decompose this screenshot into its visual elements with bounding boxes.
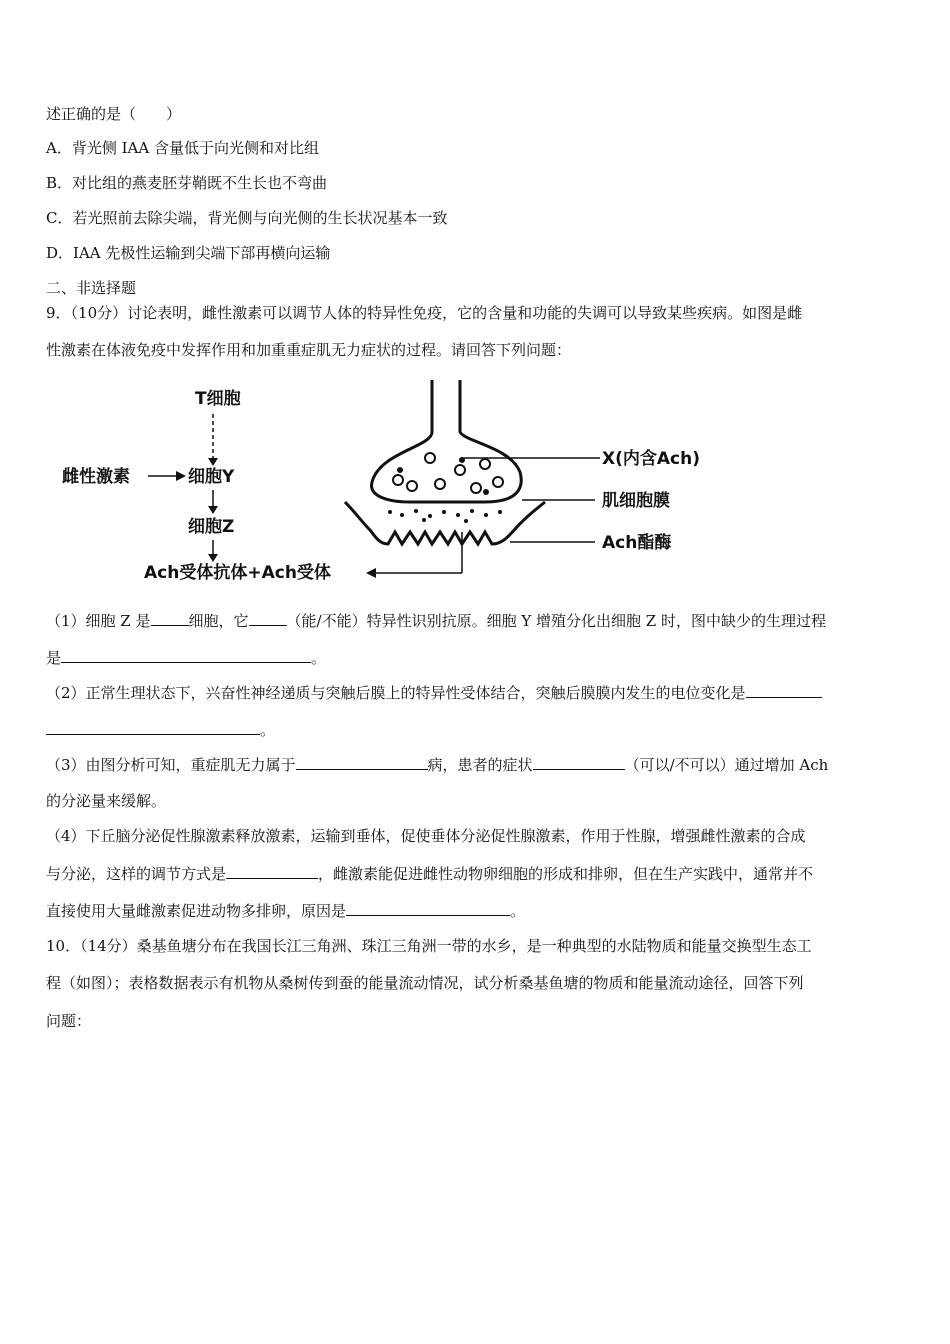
sub-question-2-line-1: （2）正常生理状态下，兴奋性神经递质与突触后膜上的特异性受体结合，突触后膜膜内发生的电位变化是 [46,682,822,703]
sub-question-4-line-1: （4）下丘脑分泌促性腺激素释放激素，运输到垂体，促使垂体分泌促性腺激素，作用于性腺，增强雌性激素的合成 [46,827,806,845]
sub-question-3-line-1: （3）由图分析可知，重症肌无力属于 病，患者的症状 （可以/不可以）通过增加 Ach [46,756,829,774]
postsynaptic-membrane [345,502,545,544]
estrogen-label: 雌性激素 [62,467,130,487]
stem-continuation: 述正确的是（ ） [46,105,182,123]
sub-question-1-line-1: （1）细胞 Z 是 细胞，它 （能/不能）特异性识别抗原。细胞 Y 增殖分化出细胞 Z 时，图中缺少的生理过程 [46,612,826,630]
answer-blank[interactable] [746,682,822,698]
sub-question-3-line-2: 的分泌量来缓解。 [46,792,167,810]
question-10-line-2: 程（如图）；表格数据表示有机物从桑树传到蚕的能量流动情况，试分析桑基鱼塘的物质和能量流动途径，回答下列 [46,974,804,992]
answer-blank[interactable] [151,610,189,626]
question-9-line-2: 性激素在体液免疫中发挥作用和加重重症肌无力症状的过程。请回答下列问题： [46,341,572,359]
sub-question-4-line-2: 与分泌，这样的调节方式是 ，雌激素能促进雌性动物卵细胞的形成和排卵，但在生产实践中，通常并不 [46,865,814,883]
t-cell-label: T细胞 [195,389,241,409]
option-b: B．对比组的燕麦胚芽鞘既不生长也不弯曲 [46,174,328,192]
synaptic-cleft-dots [388,509,502,523]
question-10-line-1: 10．（14分）桑基鱼塘分布在我国长江三角洲、珠江三角洲一带的水乡，是一种典型的水陆物质和能量交换型生态工 [46,937,812,955]
cell-y-label: 细胞Y [188,467,235,487]
sub-question-4-line-3: 直接使用大量雌激素促进动物多排卵，原因是 。 [46,902,526,920]
arrow-head [208,506,218,514]
answer-blank[interactable] [249,610,287,626]
option-a: A．背光侧 IAA 含量低于向光侧和对比组 [46,139,319,157]
sub-question-2-line-2: 。 [46,719,275,740]
synapse-immunity-diagram [62,372,740,587]
answer-blank[interactable] [346,900,510,916]
arrow-head [176,471,186,481]
answer-blank[interactable] [226,863,318,879]
arrow-head [208,554,218,562]
antibody-label: Ach受体抗体+Ach受体 [144,563,331,583]
answer-blank[interactable] [46,719,260,735]
enzyme-label: Ach酯酶 [602,533,672,553]
answer-blank[interactable] [296,754,428,770]
question-9-line-1: 9．（10分）讨论表明，雌性激素可以调节人体的特异性免疫，它的含量和功能的失调可以导致某些疾病。如图是雌 [46,304,803,322]
option-d: D．IAA 先极性运输到尖端下部再横向运输 [46,244,331,262]
answer-blank[interactable] [61,647,311,663]
option-c: C．若光照前去除尖端，背光侧与向光侧的生长状况基本一致 [46,209,448,227]
synaptic-terminal [372,380,522,502]
arrow-head [208,458,218,466]
x-label: X(内含Ach) [602,449,700,469]
question-10-line-3: 问题： [46,1012,92,1030]
arrow-head [366,568,376,578]
section-heading: 二、非选择题 [46,279,137,297]
answer-blank[interactable] [533,754,625,770]
cell-z-label: 细胞Z [188,517,235,537]
sub-question-1-line-2: 是 。 [46,649,327,667]
membrane-label: 肌细胞膜 [602,491,670,511]
